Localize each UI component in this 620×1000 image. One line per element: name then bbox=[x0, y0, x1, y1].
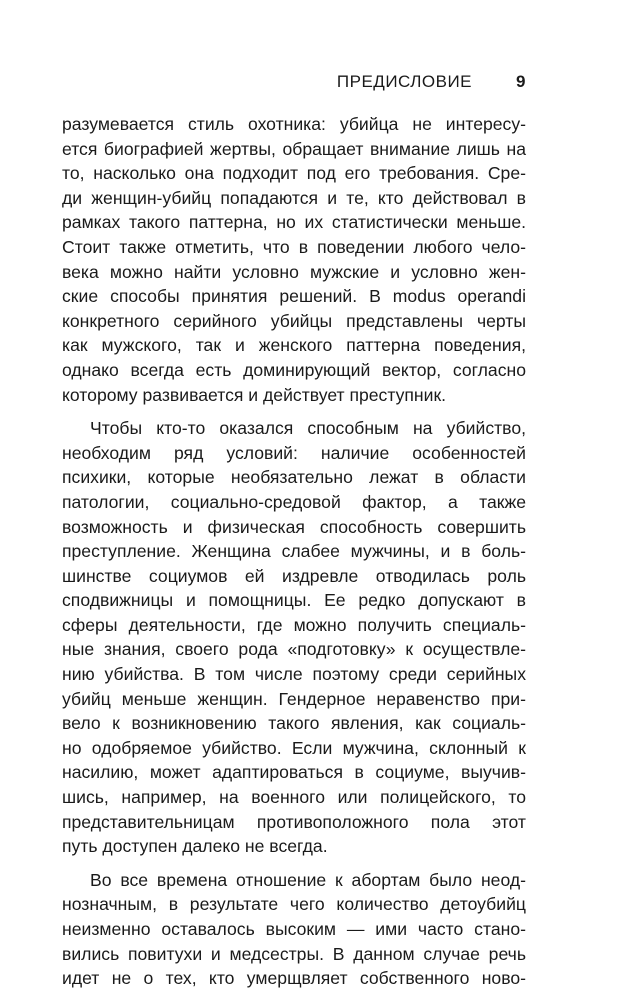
text-line: то, насколько она подходит под его требования. Сре- bbox=[62, 163, 526, 184]
text-line: нозначным, в результате чего количество детоубийц bbox=[62, 894, 526, 915]
text-line: патологии, социально-средовой фактор, а также bbox=[62, 491, 526, 512]
section-title: ПРЕДИСЛОВИЕ bbox=[336, 72, 473, 91]
text-line: ди женщин-убийц попадаются и те, кто действовал в bbox=[62, 187, 526, 208]
text-line: ется биографией жертвы, обращает внимание лишь на bbox=[62, 138, 526, 159]
paragraph bbox=[62, 112, 526, 407]
text-line: века можно найти условно мужские и условно жен- bbox=[62, 261, 526, 282]
text-line: Во все времена отношение к абортам было неод- bbox=[90, 869, 526, 890]
text-line: вились повитухи и медсестры. В данном случае речь bbox=[62, 943, 526, 964]
page-number: 9 bbox=[516, 72, 526, 91]
running-header bbox=[62, 72, 526, 92]
text-line: нию убийства. В том числе поэтому среди серийных bbox=[62, 664, 526, 685]
text-line: путь доступен далеко не всегда. bbox=[62, 836, 328, 857]
paragraph-gap bbox=[62, 859, 526, 868]
text-line: идет не о тех, кто умерщвляет собственного ново- bbox=[62, 968, 526, 989]
text-line: шись, например, на военного или полицейского, то bbox=[62, 787, 526, 808]
paragraph bbox=[62, 416, 526, 859]
text-line: Чтобы кто-то оказался способным на убийство, bbox=[90, 418, 526, 439]
text-line: психики, которые необязательно лежат в области bbox=[62, 467, 526, 488]
text-line: сподвижницы и помощницы. Ее редко допускают в bbox=[62, 590, 526, 611]
paragraph bbox=[62, 868, 526, 991]
text-line: конкретного серийного убийцы представлены черты bbox=[62, 310, 526, 331]
text-line: рамках такого паттерна, но их статистически меньше. bbox=[62, 212, 526, 233]
text-line: которому развивается и действует преступник. bbox=[62, 384, 447, 405]
text-line: как мужского, так и женского паттерна поведения, bbox=[62, 335, 526, 356]
text-line: ные знания, своего рода «подготовку» к осуществле- bbox=[62, 639, 526, 660]
text-line: преступление. Женщина слабее мужчины, и в боль- bbox=[62, 541, 526, 562]
text-line: неизменно оставалось высоким — ими часто стано- bbox=[62, 919, 526, 939]
text-line: вело к возникновению такого явления, как социаль- bbox=[62, 713, 526, 734]
text-line: сферы деятельности, где можно получить специаль- bbox=[62, 614, 526, 635]
text-line: возможность и физическая способность совершить bbox=[62, 516, 526, 537]
text-line: разумевается стиль охотника: убийца не интересу- bbox=[62, 114, 526, 134]
body-text bbox=[62, 112, 526, 991]
text-line: ские способы принятия решений. В modus operandi bbox=[62, 286, 526, 307]
text-line: необходим ряд условий: наличие особенностей bbox=[62, 442, 526, 463]
text-line: убийц меньше женщин. Гендерное неравенство при- bbox=[62, 688, 526, 709]
text-line: однако всегда есть доминирующий вектор, согласно bbox=[62, 359, 526, 380]
paragraph-gap bbox=[62, 407, 526, 416]
text-line: насилию, может адаптироваться в социуме, выучив- bbox=[62, 762, 526, 783]
text-line: представительницам противоположного пола этот bbox=[62, 811, 526, 832]
text-line: шинстве социумов ей издревле отводилась роль bbox=[62, 565, 526, 586]
text-line: но одобряемое убийство. Если мужчина, склонный к bbox=[62, 737, 526, 758]
text-line: Стоит также отметить, что в поведении любого чело- bbox=[62, 236, 526, 257]
